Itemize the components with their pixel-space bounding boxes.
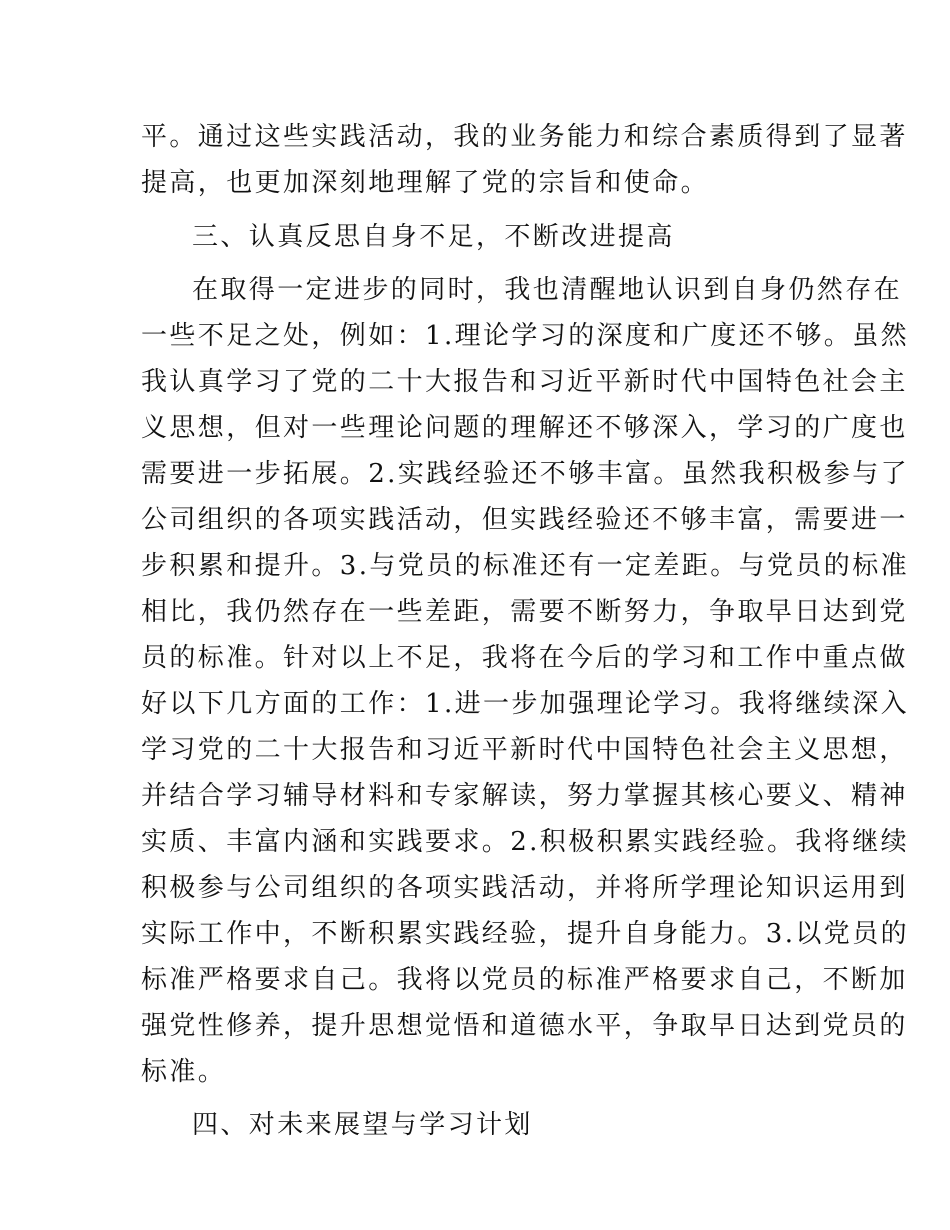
body-text-line: 好以下几方面的工作：1.进一步加强理论学习。我将继续深入 bbox=[141, 689, 910, 719]
body-text-line: 平。通过这些实践活动，我的业务能力和综合素质得到了显著 bbox=[141, 122, 908, 152]
body-text-line: 实际工作中，不断积累实践经验，提升自身能力。3.以党员的 bbox=[141, 919, 910, 949]
body-text-line: 强党性修养，提升思想觉悟和道德水平，争取早日达到党员的 bbox=[141, 1011, 908, 1041]
body-text-line: 积极参与公司组织的各项实践活动，并将所学理论知识运用到 bbox=[141, 873, 908, 903]
body-text-line: 在取得一定进步的同时，我也清醒地认识到自身仍然存在 bbox=[192, 275, 903, 305]
section-heading-3: 三、认真反思自身不足，不断改进提高 bbox=[192, 222, 675, 252]
body-text-line: 需要进一步拓展。2.实践经验还不够丰富。虽然我积极参与了 bbox=[141, 459, 910, 489]
body-text-line: 公司组织的各项实践活动，但实践经验还不够丰富，需要进一 bbox=[141, 505, 908, 535]
section-heading-4: 四、对未来展望与学习计划 bbox=[192, 1110, 533, 1140]
body-text-line: 相比，我仍然存在一些差距，需要不断努力，争取早日达到党 bbox=[141, 597, 908, 627]
body-text-line: 提高，也更加深刻地理解了党的宗旨和使命。 bbox=[141, 168, 710, 198]
body-text-line: 标准。 bbox=[141, 1057, 227, 1087]
body-text-line: 我认真学习了党的二十大报告和习近平新时代中国特色社会主 bbox=[141, 367, 908, 397]
body-text-line: 步积累和提升。3.与党员的标准还有一定差距。与党员的标准 bbox=[141, 551, 910, 581]
body-text-line: 义思想，但对一些理论问题的理解还不够深入，学习的广度也 bbox=[141, 413, 908, 443]
body-text-line: 一些不足之处，例如：1.理论学习的深度和广度还不够。虽然 bbox=[141, 321, 910, 351]
body-text-line: 学习党的二十大报告和习近平新时代中国特色社会主义思想， bbox=[141, 735, 908, 765]
body-text-line: 并结合学习辅导材料和专家解读，努力掌握其核心要义、精神 bbox=[141, 781, 908, 811]
body-text-line: 标准严格要求自己。我将以党员的标准严格要求自己，不断加 bbox=[141, 965, 908, 995]
body-text-line: 员的标准。针对以上不足，我将在今后的学习和工作中重点做 bbox=[141, 643, 908, 673]
body-text-line: 实质、丰富内涵和实践要求。2.积极积累实践经验。我将继续 bbox=[141, 827, 910, 857]
